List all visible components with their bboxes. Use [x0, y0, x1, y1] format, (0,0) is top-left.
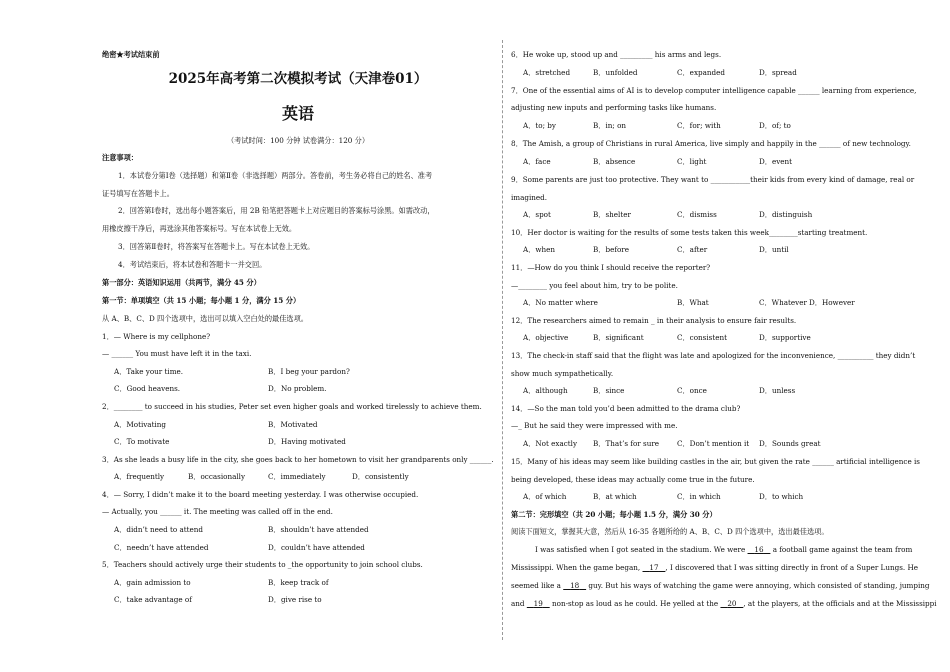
- question-7-line-1: 7．One of the essential aims of AI is to develop computer intelligence capable ______ learning from experience,: [511, 86, 917, 95]
- question-14-option-d[interactable]: D．Sounds great: [759, 439, 821, 448]
- question-11-option-d[interactable]: D．However: [809, 298, 855, 307]
- question-10-option-a[interactable]: A．when: [523, 245, 556, 254]
- question-13-option-d[interactable]: D．unless: [759, 386, 796, 395]
- question-15-option-c[interactable]: C．in which: [677, 492, 721, 501]
- question-13-option-c[interactable]: C．once: [677, 386, 707, 395]
- question-11-line-2: —________ you feel about him, try to be polite.: [511, 281, 678, 290]
- question-15-option-d[interactable]: D．to which: [759, 492, 804, 501]
- question-5-option-c[interactable]: C．take advantage of: [114, 595, 192, 604]
- question-15-option-a[interactable]: A．of which: [523, 492, 567, 501]
- question-13-line-2: show much sympathetically.: [511, 369, 614, 378]
- question-7-option-d[interactable]: D．of; to: [759, 121, 791, 130]
- question-11-option-c[interactable]: C．Whatever: [759, 298, 807, 307]
- question-4-option-b[interactable]: B．shouldn’t have attended: [268, 525, 369, 534]
- question-7-line-2: adjusting new inputs and performing tasks like humans.: [511, 103, 717, 112]
- passage-text: , at the players, at the officials and at the Mississippi: [743, 599, 937, 608]
- section1-heading: 第一节：单项填空（共 15 小题；每小题 1 分，满分 15 分）: [102, 296, 301, 305]
- exam-info: （考试时间：100 分钟 试卷满分：120 分）: [226, 136, 370, 145]
- question-5-option-b[interactable]: B．keep track of: [268, 578, 329, 587]
- notes-heading: 注意事项：: [102, 153, 138, 162]
- question-4-line-2: — Actually, you ______ it. The meeting was called off in the end.: [102, 507, 333, 516]
- passage-line-4: [511, 599, 937, 608]
- question-15-line-2: being developed, these ideas may actually come true in the future.: [511, 475, 755, 484]
- question-9-option-b[interactable]: B．shelter: [593, 210, 631, 219]
- question-15-line-1: 15．Many of his ideas may seem like building castles in the air, but given the rate ______ artificial intelligence is: [511, 457, 920, 466]
- question-9-option-c[interactable]: C．dismiss: [677, 210, 717, 219]
- passage-text: , I discovered that I was sitting directly in front of a Super Lungs. He: [665, 563, 918, 572]
- passage-line-2: [511, 563, 918, 572]
- question-7-option-c[interactable]: C．for; with: [677, 121, 721, 130]
- question-1-option-b[interactable]: B．I beg your pardon?: [268, 367, 350, 376]
- passage-text: non-stop as loud as he could. He yelled at the: [551, 599, 719, 608]
- exam-title: 2025年高考第二次模拟考试（天津卷01）: [168, 71, 428, 87]
- blank-16[interactable]: 16: [754, 545, 764, 554]
- question-5-line-1: 5．Teachers should actively urge their students to _the opportunity to join school clubs.: [102, 560, 423, 569]
- question-11-option-a[interactable]: A．No matter where: [523, 298, 598, 307]
- note-4: 4．考试结束后，将本试卷和答题卡一并交回。: [118, 260, 267, 269]
- question-12-option-c[interactable]: C．consistent: [677, 333, 728, 342]
- question-8-option-c[interactable]: C．light: [677, 157, 707, 166]
- passage-line-1: [535, 545, 912, 554]
- question-11-option-b[interactable]: B．What: [677, 298, 709, 307]
- column-divider: [502, 40, 503, 640]
- note-1-line-1: 1．本试卷分第Ⅰ卷（选择题）和第Ⅱ卷（非选择题）两部分。答卷前，考生务必将自己的姓名、准考: [118, 171, 433, 180]
- question-1-option-c[interactable]: C．Good heavens.: [114, 384, 181, 393]
- question-13-line-1: 13．The check-in staff said that the flight was late and apologized for the inconvenience, __________ they didn’t: [511, 351, 916, 360]
- section1-instruction: 从 A、B、C、D 四个选项中，选出可以填入空白处的最佳选项。: [102, 314, 308, 323]
- question-3-line-1: 3．As she leads a busy life in the city, she goes back to her hometown to visit her grandparents only ______.: [102, 455, 494, 464]
- blank-19[interactable]: 19: [533, 599, 543, 608]
- question-10-option-d[interactable]: D．until: [759, 245, 789, 254]
- question-10-line-1: 10．Her doctor is waiting for the results of some tests taken this week________starting treatment.: [511, 228, 868, 237]
- question-4-option-a[interactable]: A．didn’t need to attend: [114, 525, 204, 534]
- passage-text: guy. But his ways of watching the game were annoying, which consisted of standing, jumping: [588, 581, 930, 590]
- question-11-line-1: 11．—How do you think I should receive the reporter?: [511, 263, 711, 272]
- question-10-option-b[interactable]: B．before: [593, 245, 630, 254]
- question-3-option-a[interactable]: A．frequently: [114, 472, 165, 481]
- question-2-option-b[interactable]: B．Motivated: [268, 420, 318, 429]
- note-2-line-1: 2．回答第Ⅰ卷时，选出每小题答案后，用 2B 铅笔把答题卡上对应题目的答案标号涂黑。如需改动，: [118, 206, 435, 215]
- question-3-option-c[interactable]: C．immediately: [268, 472, 326, 481]
- question-8-option-a[interactable]: A．face: [523, 157, 551, 166]
- question-2-option-a[interactable]: A．Motivating: [114, 420, 167, 429]
- question-9-option-d[interactable]: D．distinguish: [759, 210, 813, 219]
- question-4-option-d[interactable]: D．couldn’t have attended: [268, 543, 365, 552]
- section2-instruction: 阅读下面短文，掌握其大意，然后从 16-35 各题所给的 A、B、C、D 四个选项中，选出最佳选项。: [511, 527, 829, 536]
- blank-20[interactable]: 20: [727, 599, 737, 608]
- question-3-option-d[interactable]: D．consistently: [352, 472, 409, 481]
- question-12-option-d[interactable]: D．supportive: [759, 333, 811, 342]
- question-6-option-d[interactable]: D．spread: [759, 68, 797, 77]
- passage-text: and: [511, 599, 525, 608]
- blank-18[interactable]: 18: [570, 581, 580, 590]
- question-12-option-b[interactable]: B．significant: [593, 333, 644, 342]
- question-5-option-a[interactable]: A．gain admission to: [114, 578, 191, 587]
- question-15-option-b[interactable]: B．at which: [593, 492, 637, 501]
- passage-text: I was satisfied when I got seated in the stadium. We were: [535, 545, 746, 554]
- question-5-option-d[interactable]: D．give rise to: [268, 595, 322, 604]
- question-13-option-b[interactable]: B．since: [593, 386, 625, 395]
- question-13-option-a[interactable]: A．although: [523, 386, 568, 395]
- passage-text: Mississippi. When the game began,: [511, 563, 641, 572]
- question-6-option-c[interactable]: C．expanded: [677, 68, 725, 77]
- passage-text: a football game against the team from: [772, 545, 913, 554]
- question-9-line-2: imagined.: [511, 193, 548, 202]
- note-2-line-2: 用橡皮擦干净后，再选涂其他答案标号。写在本试卷上无效。: [102, 224, 297, 233]
- question-14-option-a[interactable]: A．Not exactly: [523, 439, 578, 448]
- question-14-option-c[interactable]: C．Don’t mention it: [677, 439, 750, 448]
- passage-line-3: [511, 581, 930, 590]
- question-1-line-1: 1．— Where is my cellphone?: [102, 332, 211, 341]
- question-8-option-d[interactable]: D．event: [759, 157, 793, 166]
- question-1-line-2: — ______ You must have left it in the taxi.: [102, 349, 252, 358]
- question-12-option-a[interactable]: A．objective: [523, 333, 569, 342]
- question-8-option-b[interactable]: B．absence: [593, 157, 636, 166]
- note-1-line-2: 证号填写在答题卡上。: [102, 189, 174, 198]
- confidential-mark: 绝密★考试结束前: [102, 50, 160, 59]
- question-14-line-2: —_ But he said they were impressed with me.: [511, 421, 678, 430]
- question-3-option-b[interactable]: B．occasionally: [188, 472, 246, 481]
- question-12-line-1: 12．The researchers aimed to remain _ in their analysis to ensure fair results.: [511, 316, 797, 325]
- question-9-option-a[interactable]: A．spot: [523, 210, 551, 219]
- question-6-line-1: 6．He woke up, stood up and _________ his arms and legs.: [511, 50, 722, 59]
- question-1-option-a[interactable]: A．Take your time.: [114, 367, 184, 376]
- question-7-option-b[interactable]: B．in; on: [593, 121, 627, 130]
- subject-title: 英语: [281, 104, 314, 123]
- question-14-line-1: 14．—So the man told you’d been admitted to the drama club?: [511, 404, 741, 413]
- question-6-option-a[interactable]: A．stretched: [523, 68, 571, 77]
- question-10-option-c[interactable]: C．after: [677, 245, 708, 254]
- note-3: 3．回答第Ⅱ卷时，将答案写在答题卡上。写在本试卷上无效。: [118, 242, 315, 251]
- question-4-option-c[interactable]: C．needn’t have attended: [114, 543, 209, 552]
- question-4-line-1: 4．— Sorry, I didn’t make it to the board meeting yesterday. I was otherwise occupied.: [102, 490, 419, 499]
- question-2-option-c[interactable]: C．To motivate: [114, 437, 170, 446]
- blank-17[interactable]: 17: [649, 563, 659, 572]
- question-8-line-1: 8．The Amish, a group of Christians in rural America, live simply and happily in the ______ of new technology.: [511, 139, 911, 148]
- question-6-option-b[interactable]: B．unfolded: [593, 68, 638, 77]
- question-2-option-d[interactable]: D．Having motivated: [268, 437, 346, 446]
- passage-text: seemed like a: [511, 581, 561, 590]
- question-2-line-1: 2．________ to succeed in his studies, Peter set even higher goals and worked tirelessly to achieve them.: [102, 402, 482, 411]
- question-14-option-b[interactable]: B．That’s for sure: [593, 439, 660, 448]
- question-1-option-d[interactable]: D．No problem.: [268, 384, 327, 393]
- question-9-line-1: 9．Some parents are just too protective. They want to ___________their kids from every kind of damage, real or: [511, 175, 915, 184]
- section2-heading: 第二节：完形填空（共 20 小题；每小题 1.5 分，满分 30 分）: [511, 510, 717, 519]
- question-7-option-a[interactable]: A．to; by: [523, 121, 556, 130]
- part1-heading: 第一部分：英语知识运用（共两节，满分 45 分）: [102, 278, 261, 287]
